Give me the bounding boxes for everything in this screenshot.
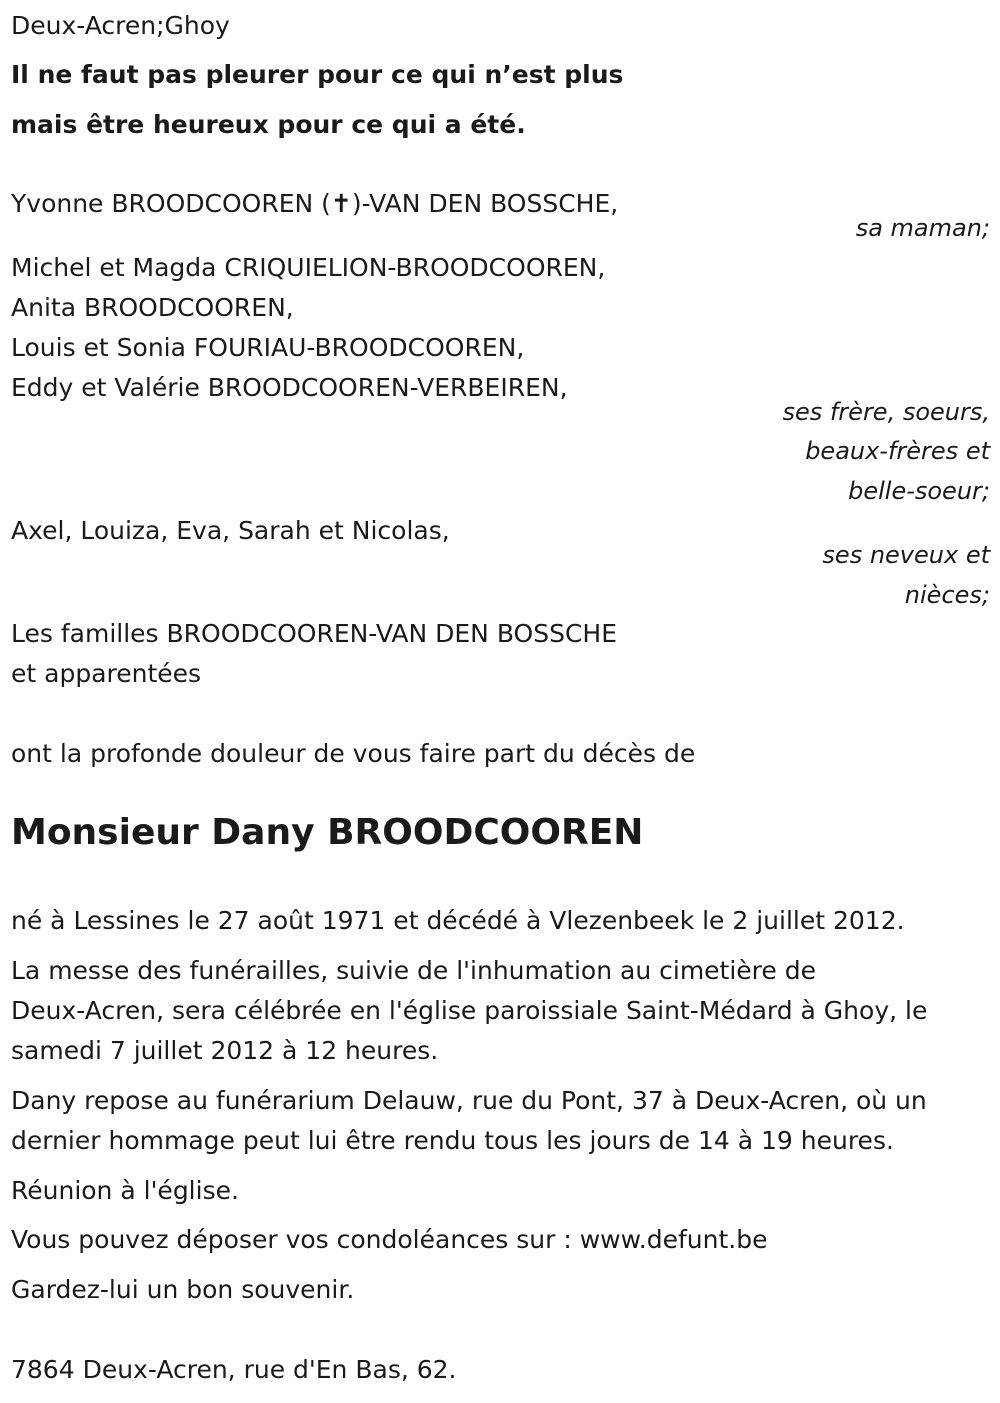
siblings-relation: ses frère, soeurs, [782, 398, 990, 426]
meeting: Réunion à l'église. [11, 1176, 239, 1205]
mother-name: Yvonne BROODCOOREN (✝)-VAN DEN BOSSCHE, [11, 189, 619, 218]
siblings-relation: belle-soeur; [848, 477, 990, 505]
announcement: ont la profonde douleur de vous faire part du décès de [11, 739, 696, 768]
sibling-name: Louis et Sonia FOURIAU-BROODCOOREN, [11, 333, 525, 362]
location-header: Deux-Acren;Ghoy [11, 11, 230, 40]
funeral-line: La messe des funérailles, suivie de l'inhumation au cimetière de [11, 956, 816, 985]
condolences: Vous pouvez déposer vos condoléances sur : www.defunt.be [11, 1225, 768, 1254]
sibling-name: Michel et Magda CRIQUIELION-BROODCOOREN, [11, 253, 606, 282]
deceased-name: Monsieur Dany BROODCOOREN [11, 812, 644, 853]
sibling-name: Anita BROODCOOREN, [11, 293, 294, 322]
remember: Gardez-lui un bon souvenir. [11, 1275, 355, 1304]
funeral-line: Deux-Acren, sera célébrée en l'église paroissiale Saint-Médard à Ghoy, le [11, 996, 928, 1025]
sibling-name: Eddy et Valérie BROODCOOREN-VERBEIREN, [11, 373, 568, 402]
quote-line-2: mais être heureux pour ce qui a été. [11, 110, 526, 139]
wake-line: Dany repose au funérarium Delauw, rue du Pont, 37 à Deux-Acren, où un [11, 1086, 927, 1115]
nephews-relation: ses neveux et [822, 541, 990, 569]
mother-relation: sa maman; [855, 214, 990, 242]
siblings-relation: beaux-frères et [805, 437, 990, 465]
families-line-2: et apparentées [11, 659, 202, 688]
nephews-relation: nièces; [904, 581, 990, 609]
nephews-names: Axel, Louiza, Eva, Sarah et Nicolas, [11, 516, 450, 545]
wake-line: dernier hommage peut lui être rendu tous les jours de 14 à 19 heures. [11, 1126, 894, 1155]
quote-line-1: Il ne faut pas pleurer pour ce qui n’est plus [11, 60, 624, 89]
families-line-1: Les familles BROODCOOREN-VAN DEN BOSSCHE [11, 619, 617, 648]
birth-death: né à Lessines le 27 août 1971 et décédé à Vlezenbeek le 2 juillet 2012. [11, 906, 905, 935]
funeral-line: samedi 7 juillet 2012 à 12 heures. [11, 1036, 439, 1065]
address: 7864 Deux-Acren, rue d'En Bas, 62. [11, 1355, 457, 1384]
